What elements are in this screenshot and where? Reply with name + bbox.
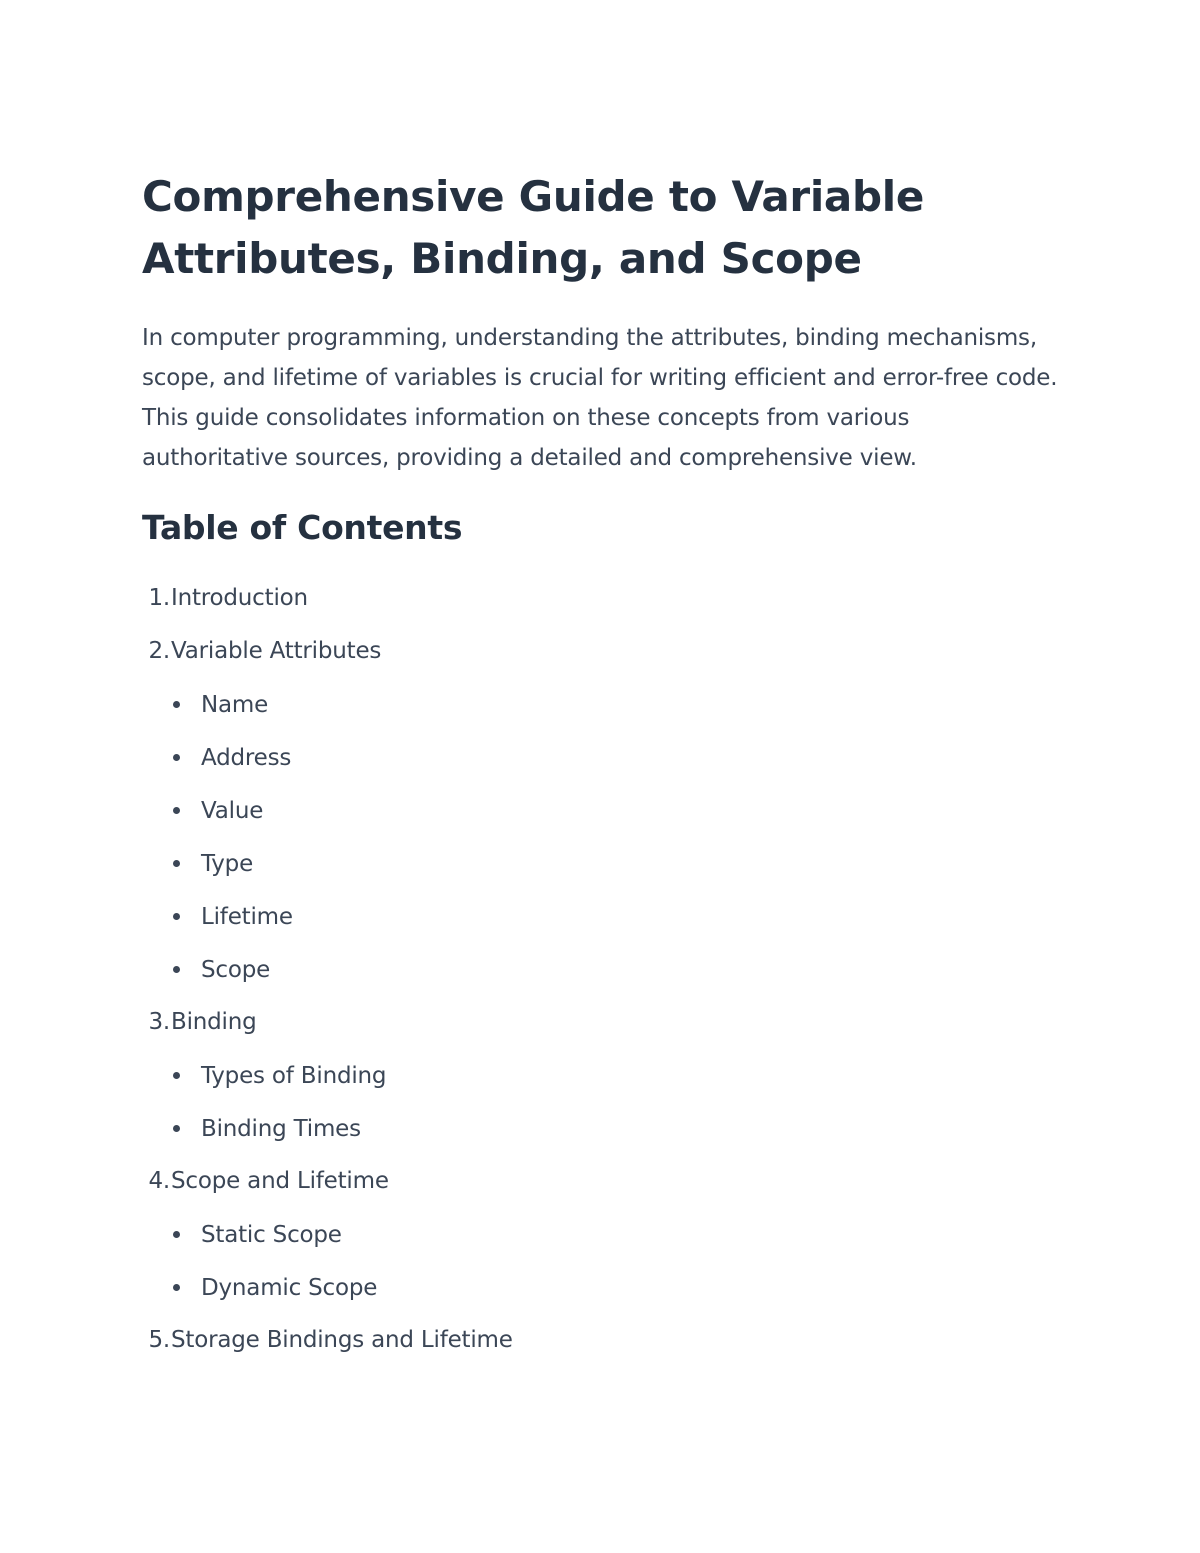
toc-entry[interactable] — [142, 1155, 1062, 1208]
toc-sublabel: Address — [201, 744, 292, 771]
toc-number: 4. — [148, 1168, 170, 1194]
bullet-icon — [173, 966, 180, 973]
bullet-icon — [173, 1072, 180, 1079]
toc-label: Scope and Lifetime — [171, 1168, 389, 1194]
toc-sublabel: Type — [201, 850, 254, 877]
toc-item-binding — [142, 996, 1062, 1155]
toc-label: Introduction — [171, 585, 308, 611]
toc-heading: Table of Contents — [142, 508, 463, 547]
toc-sublabel: Lifetime — [201, 903, 293, 930]
toc-subitem-address[interactable] — [142, 731, 1062, 784]
toc-sublist — [142, 1208, 1062, 1314]
bullet-icon — [173, 807, 180, 814]
bullet-icon — [173, 913, 180, 920]
document-page — [142, 166, 1062, 1367]
bullet-icon — [173, 1125, 180, 1132]
page-title: Comprehensive Guide to Variable Attributes, Binding, and Scope — [142, 172, 925, 283]
toc-item-variable-attributes — [142, 625, 1062, 996]
toc-sublist — [142, 1049, 1062, 1155]
table-of-contents — [142, 572, 1062, 1367]
intro-paragraph: In computer programming, understanding the attributes, binding mechanisms, scope, and lifetime of variables is crucial for writing efficient and error-free code. This guide consolidates information on these concepts from various authoritative sources, providing a detailed and comprehensive view. — [142, 325, 1058, 471]
toc-sublabel: Dynamic Scope — [201, 1274, 378, 1301]
toc-sublist — [142, 678, 1062, 996]
toc-sublabel: Binding Times — [201, 1115, 361, 1142]
toc-sublabel: Name — [201, 691, 269, 718]
toc-number: 1. — [148, 585, 170, 611]
toc-subitem-type[interactable] — [142, 837, 1062, 890]
toc-sublabel: Value — [201, 797, 264, 824]
toc-item-scope-and-lifetime — [142, 1155, 1062, 1314]
toc-subitem-binding-times[interactable] — [142, 1102, 1062, 1155]
toc-subitem-name[interactable] — [142, 678, 1062, 731]
bullet-icon — [173, 860, 180, 867]
toc-item-storage-bindings — [142, 1314, 1062, 1367]
toc-subitem-lifetime[interactable] — [142, 890, 1062, 943]
bullet-icon — [173, 1284, 180, 1291]
toc-subitem-dynamic-scope[interactable] — [142, 1261, 1062, 1314]
toc-sublabel: Static Scope — [201, 1221, 342, 1248]
toc-sublabel: Scope — [201, 956, 271, 983]
bullet-icon — [173, 1231, 180, 1238]
toc-label: Binding — [171, 1009, 257, 1035]
toc-label: Variable Attributes — [171, 638, 382, 664]
toc-number: 3. — [148, 1009, 170, 1035]
toc-subitem-value[interactable] — [142, 784, 1062, 837]
toc-item-introduction — [142, 572, 1062, 625]
toc-number: 5. — [148, 1327, 170, 1353]
toc-label: Storage Bindings and Lifetime — [171, 1327, 513, 1353]
toc-subitem-types-of-binding[interactable] — [142, 1049, 1062, 1102]
toc-subitem-static-scope[interactable] — [142, 1208, 1062, 1261]
toc-entry[interactable] — [142, 1314, 1062, 1367]
toc-entry[interactable] — [142, 625, 1062, 678]
toc-entry[interactable] — [142, 996, 1062, 1049]
toc-entry[interactable] — [142, 572, 1062, 625]
toc-sublabel: Types of Binding — [201, 1062, 387, 1089]
toc-subitem-scope[interactable] — [142, 943, 1062, 996]
bullet-icon — [173, 701, 180, 708]
toc-number: 2. — [148, 638, 170, 664]
bullet-icon — [173, 754, 180, 761]
